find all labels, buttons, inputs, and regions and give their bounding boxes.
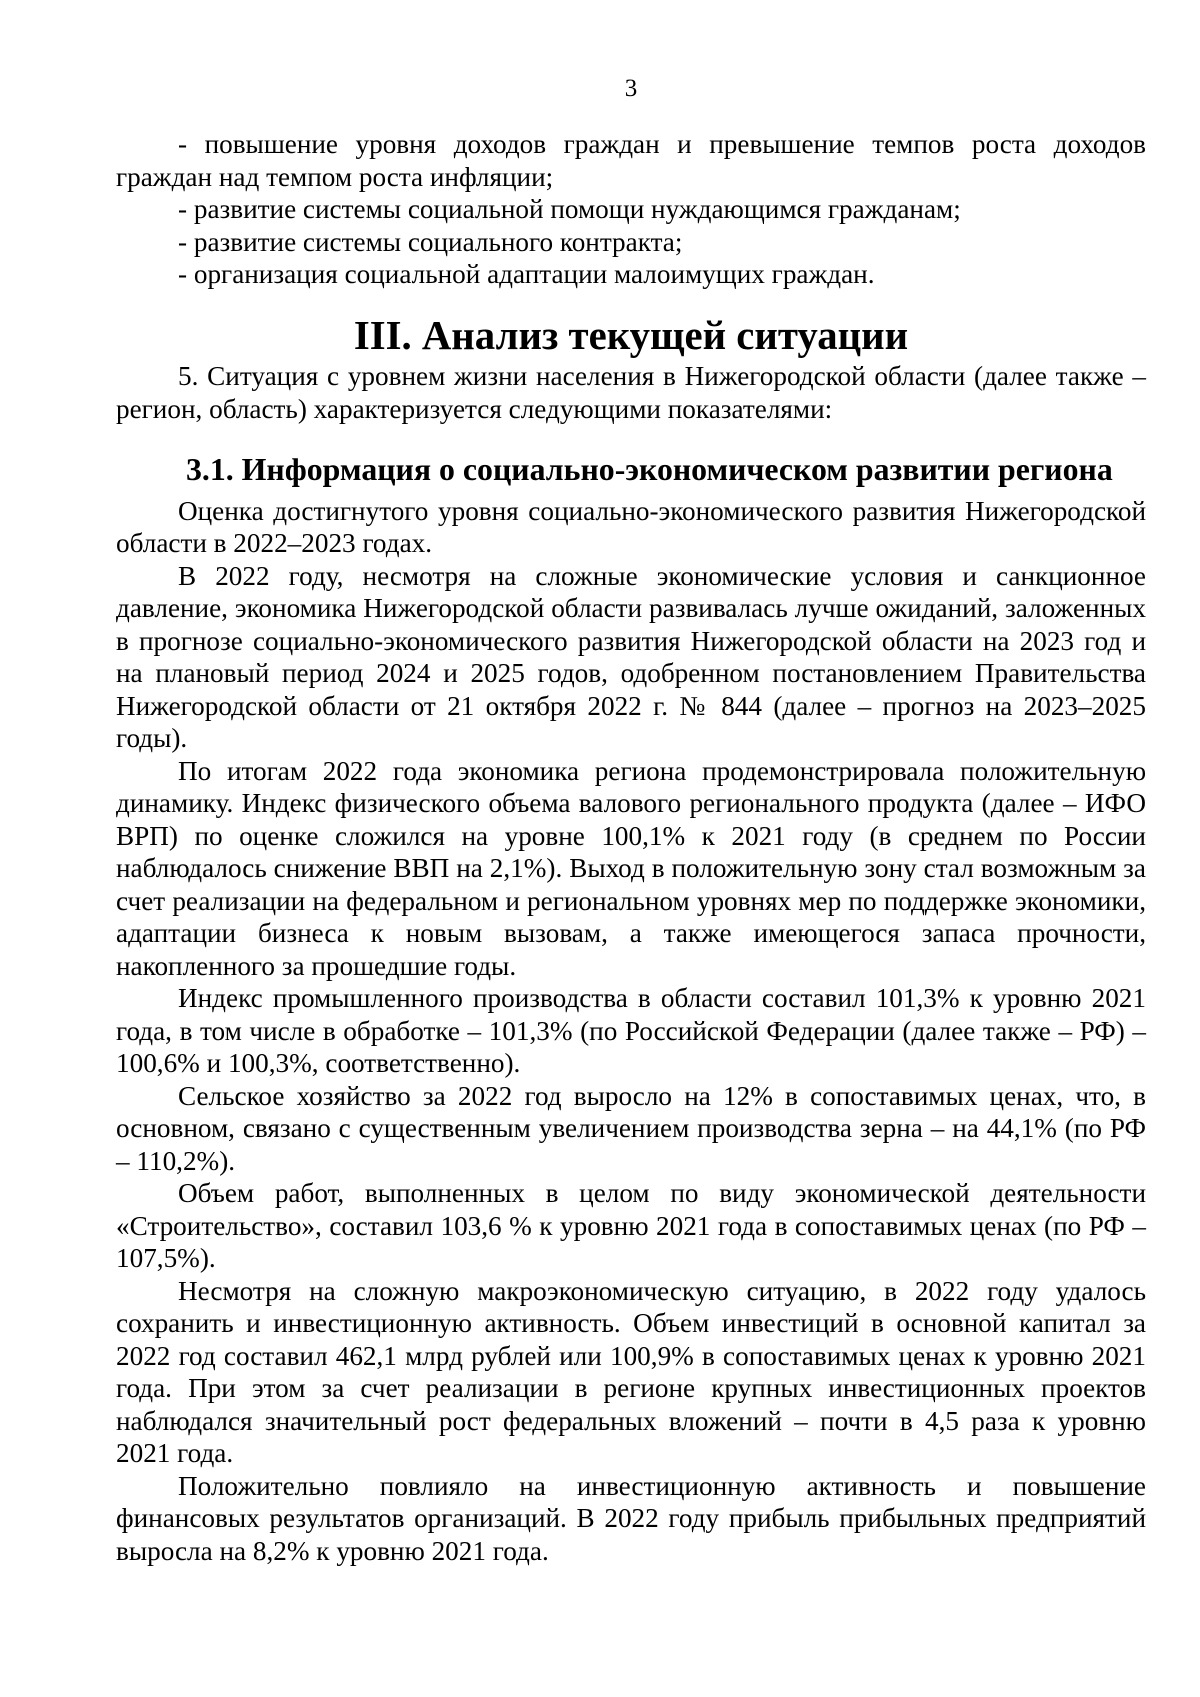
list-item: - развитие системы социальной помощи нуждающимся гражданам; bbox=[178, 194, 961, 224]
paragraph: Индекс промышленного производства в области составил 101,3% к уровню 2021 года, в том числе в обработке – 101,3% (по Российской Федерации (далее также – РФ) – 100,6% и 100,3%, соответственно). bbox=[116, 983, 1146, 1078]
paragraph: Оценка достигнутого уровня социально-экономического развития Нижегородской области в 2022–2023 годах. bbox=[116, 495, 1146, 558]
paragraph: По итогам 2022 года экономика региона продемонстрировала положительную динамику. Индекс физического объема валового регионального продукта (далее – ИФО ВРП) по оценке сложился на уровне 100,1% к 2021 году (в среднем по России наблюдалось снижение ВВП на 2,1%). Выход в положительную зону стал возможным за счет реализации на федеральном и региональном уровнях мер по поддержке экономики, адаптации бизнеса к новым вызовам, а также имеющегося запаса прочности, накопленного за прошедшие годы. bbox=[116, 755, 1146, 981]
section-intro-paragraph: 5. Ситуация с уровнем жизни населения в Нижегородской области (далее также – регион, область) характеризуется следующими показателями: bbox=[116, 361, 1146, 424]
paragraph: Сельское хозяйство за 2022 год выросло на 12% в сопоставимых ценах, что, в основном, связано с существенным увеличением производства зерна – на 44,1% (по РФ – 110,2%). bbox=[116, 1080, 1146, 1176]
paragraph: Положительно повлияло на инвестиционную активность и повышение финансовых результатов организаций. В 2022 году прибыль прибыльных предприятий выросла на 8,2% к уровню 2021 года. bbox=[116, 1470, 1146, 1566]
paragraph: В 2022 году, несмотря на сложные экономические условия и санкционное давление, экономика Нижегородской области развивалась лучше ожиданий, заложенных в прогнозе социально-экономического развития Нижегородской области на 2023 год и на плановый период 2024 и 2025 годов, одобренном постановлением Правительства Нижегородской области от 21 октября 2022 г. № 844 (далее – прогноз на 2023–2025 годы). bbox=[116, 560, 1146, 753]
page-content bbox=[116, 128, 1146, 1567]
list-item: - развитие системы социального контракта; bbox=[178, 226, 683, 257]
section-heading: III. Анализ текущей ситуации bbox=[353, 312, 909, 358]
subsection-heading: 3.1. Информация о социально-экономическом развитии региона bbox=[186, 452, 1113, 487]
list-item: - организация социальной адаптации малоимущих граждан. bbox=[178, 259, 875, 289]
paragraph: Несмотря на сложную макроэкономическую ситуацию, в 2022 году удалось сохранить и инвестиционную активность. Объем инвестиций в основной капитал за 2022 год составил 462,1 млрд рублей или 100,9% в сопоставимых ценах к уровню 2021 года. При этом за счет реализации в регионе крупных инвестиционных проектов наблюдался значительный рост федеральных вложений – почти в 4,5 раза к уровню 2021 года. bbox=[116, 1275, 1146, 1468]
list-item: - повышение уровня доходов граждан и превышение темпов роста доходов граждан над темпом роста инфляции; bbox=[116, 129, 1146, 192]
page-number: 3 bbox=[624, 75, 638, 102]
paragraph: Объем работ, выполненных в целом по виду экономической деятельности «Строительство», составил 103,6 % к уровню 2021 года в сопоставимых ценах (по РФ – 107,5%). bbox=[116, 1178, 1146, 1273]
